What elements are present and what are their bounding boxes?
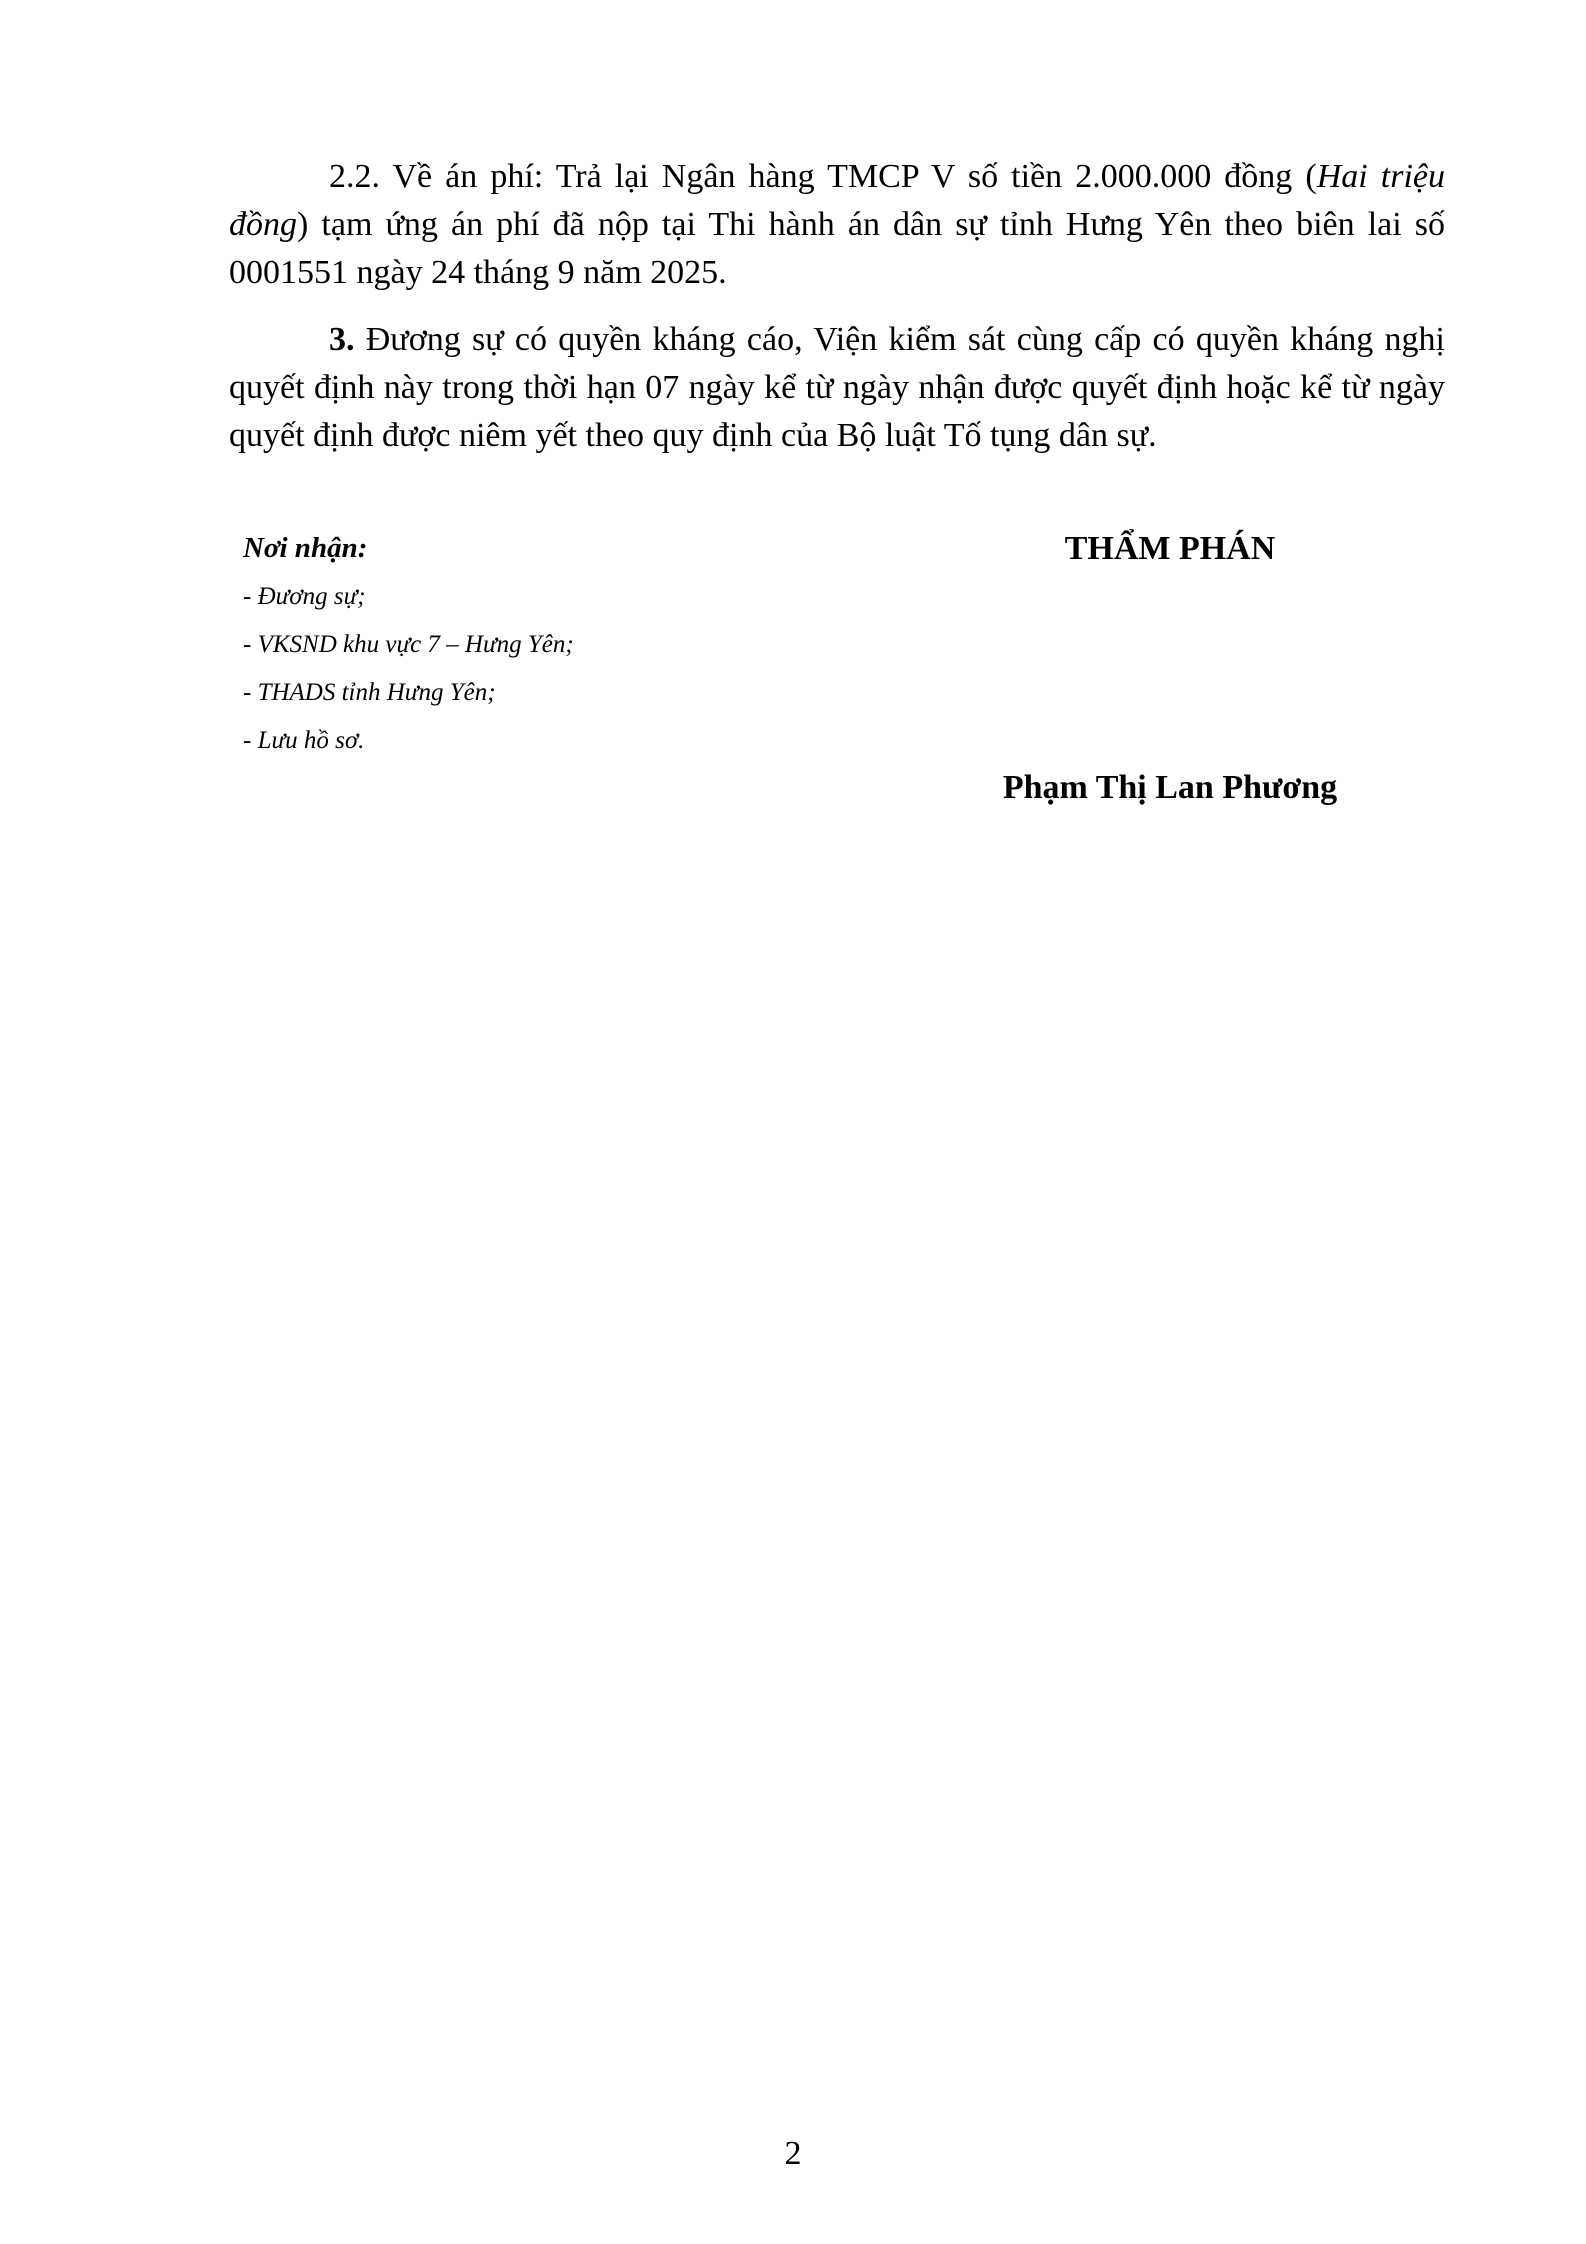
recipients-block bbox=[243, 528, 843, 772]
recipient-item: - THADS tỉnh Hưng Yên; bbox=[243, 679, 496, 706]
appeal-section-number: 3. bbox=[329, 321, 355, 358]
recipient-item: - Lưu hồ sơ. bbox=[243, 727, 365, 754]
paragraph-court-fee bbox=[229, 153, 1445, 297]
signer-title: THẨM PHÁN bbox=[1064, 530, 1276, 567]
recipients-title: Nơi nhận: bbox=[243, 532, 368, 564]
recipient-item: - VKSND khu vực 7 – Hưng Yên; bbox=[243, 631, 574, 658]
court-fee-text-end: ) tạm ứng án phí đã nộp tại Thi hành án dân sự tỉnh Hưng Yên theo biên lai số 0001551 ngày 24 tháng 9 năm 2025. bbox=[229, 206, 1445, 291]
court-fee-amount-in-words: Hai triệu đồng bbox=[229, 158, 1445, 243]
appeal-rights-text: Đương sự có quyền kháng cáo, Viện kiểm sát cùng cấp có quyền kháng nghị quyết định này trong thời hạn 07 ngày kể từ ngày nhận được quyết định hoặc kể từ ngày quyết định được niêm yết theo quy định của Bộ luật Tố tụng dân sự. bbox=[229, 321, 1445, 454]
page-number: 2 bbox=[784, 2135, 802, 2172]
paragraph-appeal-rights bbox=[229, 316, 1445, 460]
court-fee-text-start: 2.2. Về án phí: Trả lại Ngân hàng TMCP V số tiền 2.000.000 đồng ( bbox=[329, 158, 1317, 195]
signer-name: Phạm Thị Lan Phương bbox=[1002, 769, 1338, 806]
recipient-item: - Đương sự; bbox=[243, 583, 366, 610]
